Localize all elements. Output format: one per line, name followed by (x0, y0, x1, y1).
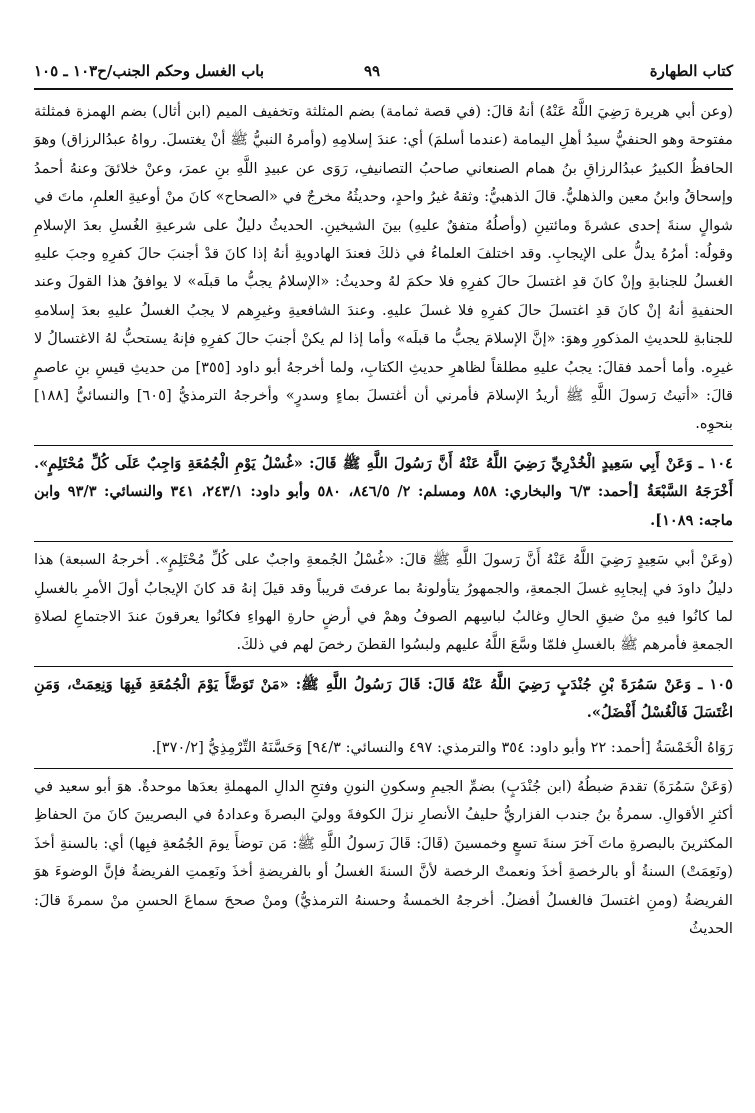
section-divider (34, 666, 733, 667)
hadith-105-text: ١٠٥ ـ وَعَنْ سَمُرَةَ بْنِ جُنْدَبٍ رَضِيَ اللَّهُ عَنْهُ قَالَ: قَالَ رَسُولُ اللَّهِ ﷺ: «مَنْ تَوَضَّأَ يَوْمَ الْجُمُعَةِ فَبِهَا وَنِعِمَتْ، وَمَنِ اغْتَسَلَ فَالْغُسْلُ أَفْضَلُ». (34, 675, 733, 722)
hadith-104-commentary: (وعَنْ أبي سَعِيدٍ رَضِيَ اللَّهُ عَنْهُ أَنَّ رَسولَ اللَّهِ ﷺ قالَ: «غُسْلُ الجُمعةِ واجبٌ على كُلِّ مُحْتَلِمٍ». أخرجهُ السبعة) هذا دليلُ داودَ في إيجابِهِ غسلَ الجمعةِ، والجمهورُ يتأولونهُ بما عرفتَ قريباً وقد قيلَ إنهُ قد كانَ الإيجابُ أولَ الأمرِ بالغسلِ لما كانُوا فيهِ منْ ضيقِ الحالِ وغالبُ لباسِهم الصوفُ وهمْ في أرضٍ حارةِ الهواءِ فكانُوا يعرقونَ عندَ الاجتماعِ لصلاةِ الجمعةِ فأمرهم ﷺ بالغسلِ فلمّا وسَّعَ اللَّهُ عليهم ولبسُوا القطنَ رخصَ لهم في ذلكَ. (34, 551, 733, 654)
book-title: كتاب الطهارة (649, 62, 733, 80)
running-header (34, 58, 733, 90)
chapter-title: باب الغسل وحكم الجنب/ح١٠٣ ـ ١٠٥ (34, 62, 265, 80)
hadith-104-text: ١٠٤ ـ وَعَنْ أَبِي سَعِيدٍ الْخُدْرِيِّ رَضِيَ اللَّهُ عَنْهُ أَنَّ رَسُولَ اللَّهِ ﷺ قَالَ: «غُسْلُ يَوْمِ الْجُمُعَةِ وَاجِبٌ عَلَى كُلِّ مُحْتَلِمٍ». أَخْرَجَهُ السَّبْعَةُ [أحمد: ٦/٣ والبخاري: ٨٥٨ ومسلم: ٢/ ٨٤٦/٥، ٥٨٠ وأبو داود: ٢٤٣/١، ٣٤١ والنسائي: ٩٣/٣ وابن ماجه: ١٠٨٩]. (34, 454, 733, 529)
hadith-105-source: رَوَاهُ الْخَمْسَةُ [أحمد: ٢٢ وأبو داود: ٣٥٤ والترمذي: ٤٩٧ والنسائي: ٩٤/٣] وَحَسَّنَهُ التِّرْمِذِيُّ [٣٧٠/٢]. (151, 738, 733, 756)
page-body (34, 98, 733, 943)
section-divider (34, 445, 733, 446)
commentary-paragraph-103: (وعن أبي هريرة رَضِيَ اللَّهُ عَنْهُ) أنهُ قالَ: (في قصة ثمامة) بضم المثلثة وتخفيف الميم (ابن أثال) بضم الهمزة فمثلثة مفتوحة وهو الحنفيُّ سيدُ أهلِ اليمامة (عندما أسلمَ) أي: عندَ إسلامِهِ (وأمرهُ النبيُّ ﷺ أنْ يغتسلَ. رواهُ عبدُالرزاق) وهوَ الحافظُ الكبيرُ عبدُالرزاقِ بنُ همام الصنعاني صاحبُ التصانيفِ، رَوَى عن عبيدِ اللَّهِ بنِ عمرَ، وعنْ خلائقَ وعنهُ أحمدُ وإسحاقُ وابنُ معين والذهليُّ. قالَ الذهبيُّ: وثقهُ غيرُ واحدٍ، وحديثُهُ مخرجٌ في «الصحاح» كانَ منْ أوعيةِ العلمِ، ماتَ في شوالٍ سنةَ إحدى عشرةَ ومائتينِ (وأصلُهُ متفقٌ عليهِ) بينَ الشيخينِ. الحديثُ دليلٌ على شرعيةِ الغُسلِ بعدَ الإسلامِ وقولُه: أمرُهُ يدلُّ على الإيجابِ. وقد اختلفَ العلماءُ في ذلكَ فعندَ الهادويةِ أنهُ إذا كانَ قدْ أجنبَ حالَ كفرِهِ وجبَ عليهِ الغسلُ للجنابةِ وإنْ كانَ قدِ اغتسلَ حالَ كفرِهِ فلا حكمَ لهُ وحديثُ: «الإسلامُ يجبُّ ما قبلَه» لا يوافقُ هذا القولَ وعند الحنفيةِ أنهُ إنْ كانَ قدِ اغتسلَ حالَ كفرِهِ فلا غسلَ عليهِ. وعندَ الشافعيةِ وغيرِهم لا يجبُ الغسلُ عليهِ بعدَ إسلامهِ للجنابةِ للحديثِ المذكورِ وهوَ: «إنَّ الإسلامَ يجبُّ ما قبلَه» وأما إذا لم يكنْ أجنبَ حالَ كفرِهِ فإنهُ يستحبُّ لهُ الاغتسالُ لا غيرِه. وأما أحمد فقالَ: يجبُ عليهِ مطلقاً لظاهرِ حديثِ الكتابِ، ولما أخرجهُ أبو داود [٣٥٥] من حديثِ قيسِ بنِ عاصمٍ قالَ: «أتيتُ رَسولَ اللَّهِ ﷺ أريدُ الإسلامَ فأمرني أن أغتسلَ بماءٍ وسدرٍ» وأخرجهُ الترمذيُّ [٦٠٥] والنسائيُّ [١٨٨] بنحوِه. (34, 103, 733, 433)
section-divider (34, 541, 733, 542)
page-number: ٩٩ (364, 62, 381, 80)
hadith-105-commentary: (وَعَنْ سَمُرَةَ) تقدمَ ضبطُهُ (ابن جُنْدَبٍ) بضمِّ الجيمِ وسكونِ النونِ وفتحِ الدالِ المهملةِ بعدَها موحدةٌ. هوَ أبو سعيد في أكثرِ الأقوالِ. سمرةُ بنُ جندب الفزاريُّ حليفُ الأنصارِ نزلَ الكوفةَ ووليَ البصرةَ وعدادهُ في البصريينَ كانَ منَ الحفاظِ المكثرينَ بالبصرةِ ماتَ آخرَ سنةَ تسعٍ وخمسينَ (قَالَ: قَالَ رَسولُ اللَّهِ ﷺ: مَن توضأَ يومَ الجُمُعةِ فبِها) أي: بالسنةِ أخذَ (ونَعِمَتْ) السنةُ أو بالرخصةِ أخذَ ونعمتْ الرخصة لأنَّ السنةَ الغسلُ أو بالفريضةِ أخذَ ونَعِمتِ الفريضةُ فإنَّ الوضوءَ هوَ الفريضةُ (ومنِ اغتسلَ فالغسلُ أفضلُ. أخرجهُ الخمسةُ وحسنهُ الترمذيُّ) ومنْ صححَ سماعَ الحسنِ منْ سمرةَ قالَ: الحديثُ (34, 777, 733, 937)
section-divider (34, 768, 733, 769)
